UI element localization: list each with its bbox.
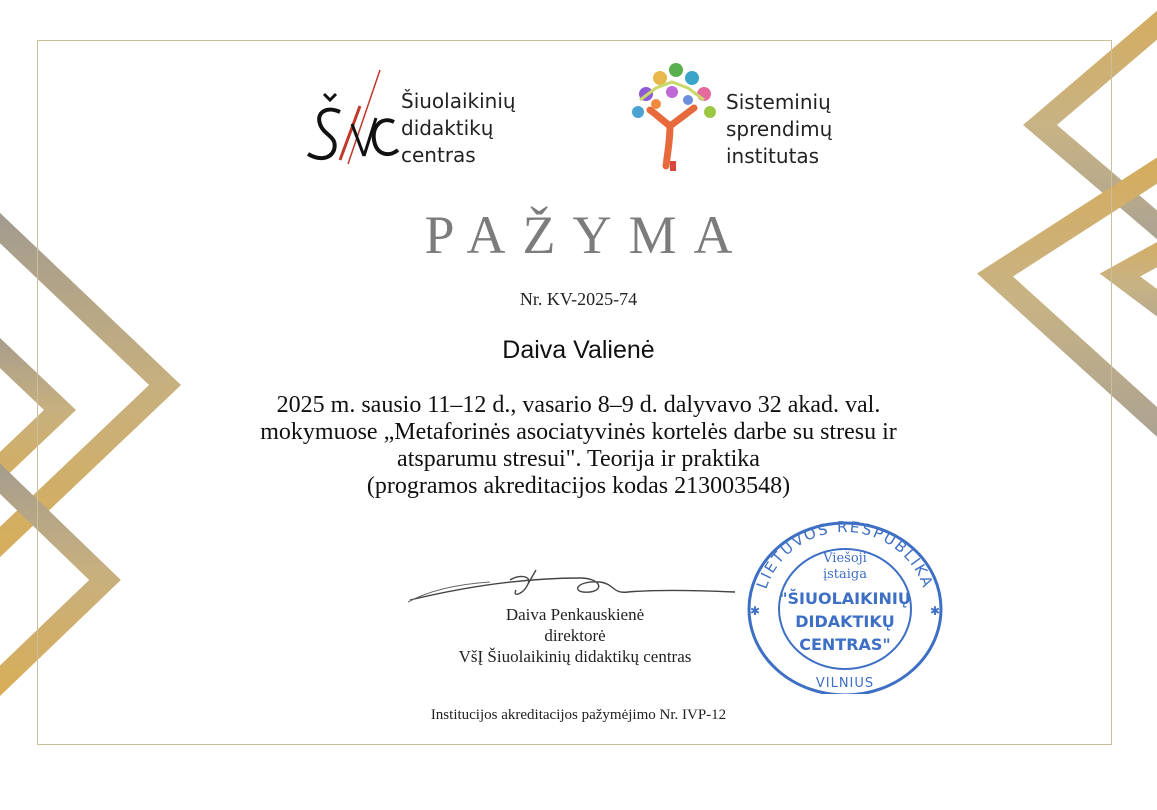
stamp-star-left-icon: ✱ <box>749 604 761 618</box>
stamp-line2: įstaiga <box>822 567 868 582</box>
stamp-top-arc: LIETUVOS RESPUBLIKA <box>752 517 938 592</box>
stamp-line4: DIDAKTIKŲ <box>795 612 895 631</box>
stamp-star-right-icon: ✱ <box>929 604 941 618</box>
body-line: (programos akreditacijos kodas 213003548) <box>366 473 791 499</box>
signer-name: Daiva Penkauskienė <box>505 605 645 624</box>
accreditation-footer: Institucijos akreditacijos pažymėjimo Nr. IVP-12 <box>430 707 727 723</box>
tree-people-icon <box>626 54 721 172</box>
left-logo-text: Šiuolaikinių didaktikų centras <box>401 89 516 167</box>
right-logo-text: Sisteminių sprendimų institutas <box>726 90 833 168</box>
stamp-line3: "ŠIUOLAIKINIŲ <box>779 589 911 608</box>
body-line: atsparumu stresui". Teorija ir praktika <box>397 446 760 472</box>
siuolaikiniu-didaktiku-centras-logo <box>302 64 532 174</box>
signer-organization: VšĮ Šiuolaikinių didaktikų centras <box>458 647 692 666</box>
certificate-number: Nr. KV-2025-74 <box>519 289 638 309</box>
sdc-logo-icon <box>302 64 402 174</box>
body-line: mokymuose „Metaforinės asociatyvinės kortelės darbe su stresu ir <box>260 419 897 445</box>
body-line: 2025 m. sausio 11–12 d., vasario 8–9 d. dalyvavo 32 akad. val. <box>276 392 881 418</box>
stamp-line1: Viešoji <box>823 551 867 566</box>
official-stamp <box>741 512 947 694</box>
recipient-name: Daiva Valienė <box>502 336 655 364</box>
certificate-title: PAŽYMA <box>424 205 750 265</box>
signer-block <box>400 604 750 667</box>
signer-role: direktorė <box>544 626 606 645</box>
stamp-line5: CENTRAS" <box>799 635 891 654</box>
sisteminiu-sprendimu-institutas-logo <box>626 54 856 174</box>
certificate-body <box>140 392 1017 500</box>
stamp-bottom: VILNIUS <box>815 676 875 691</box>
